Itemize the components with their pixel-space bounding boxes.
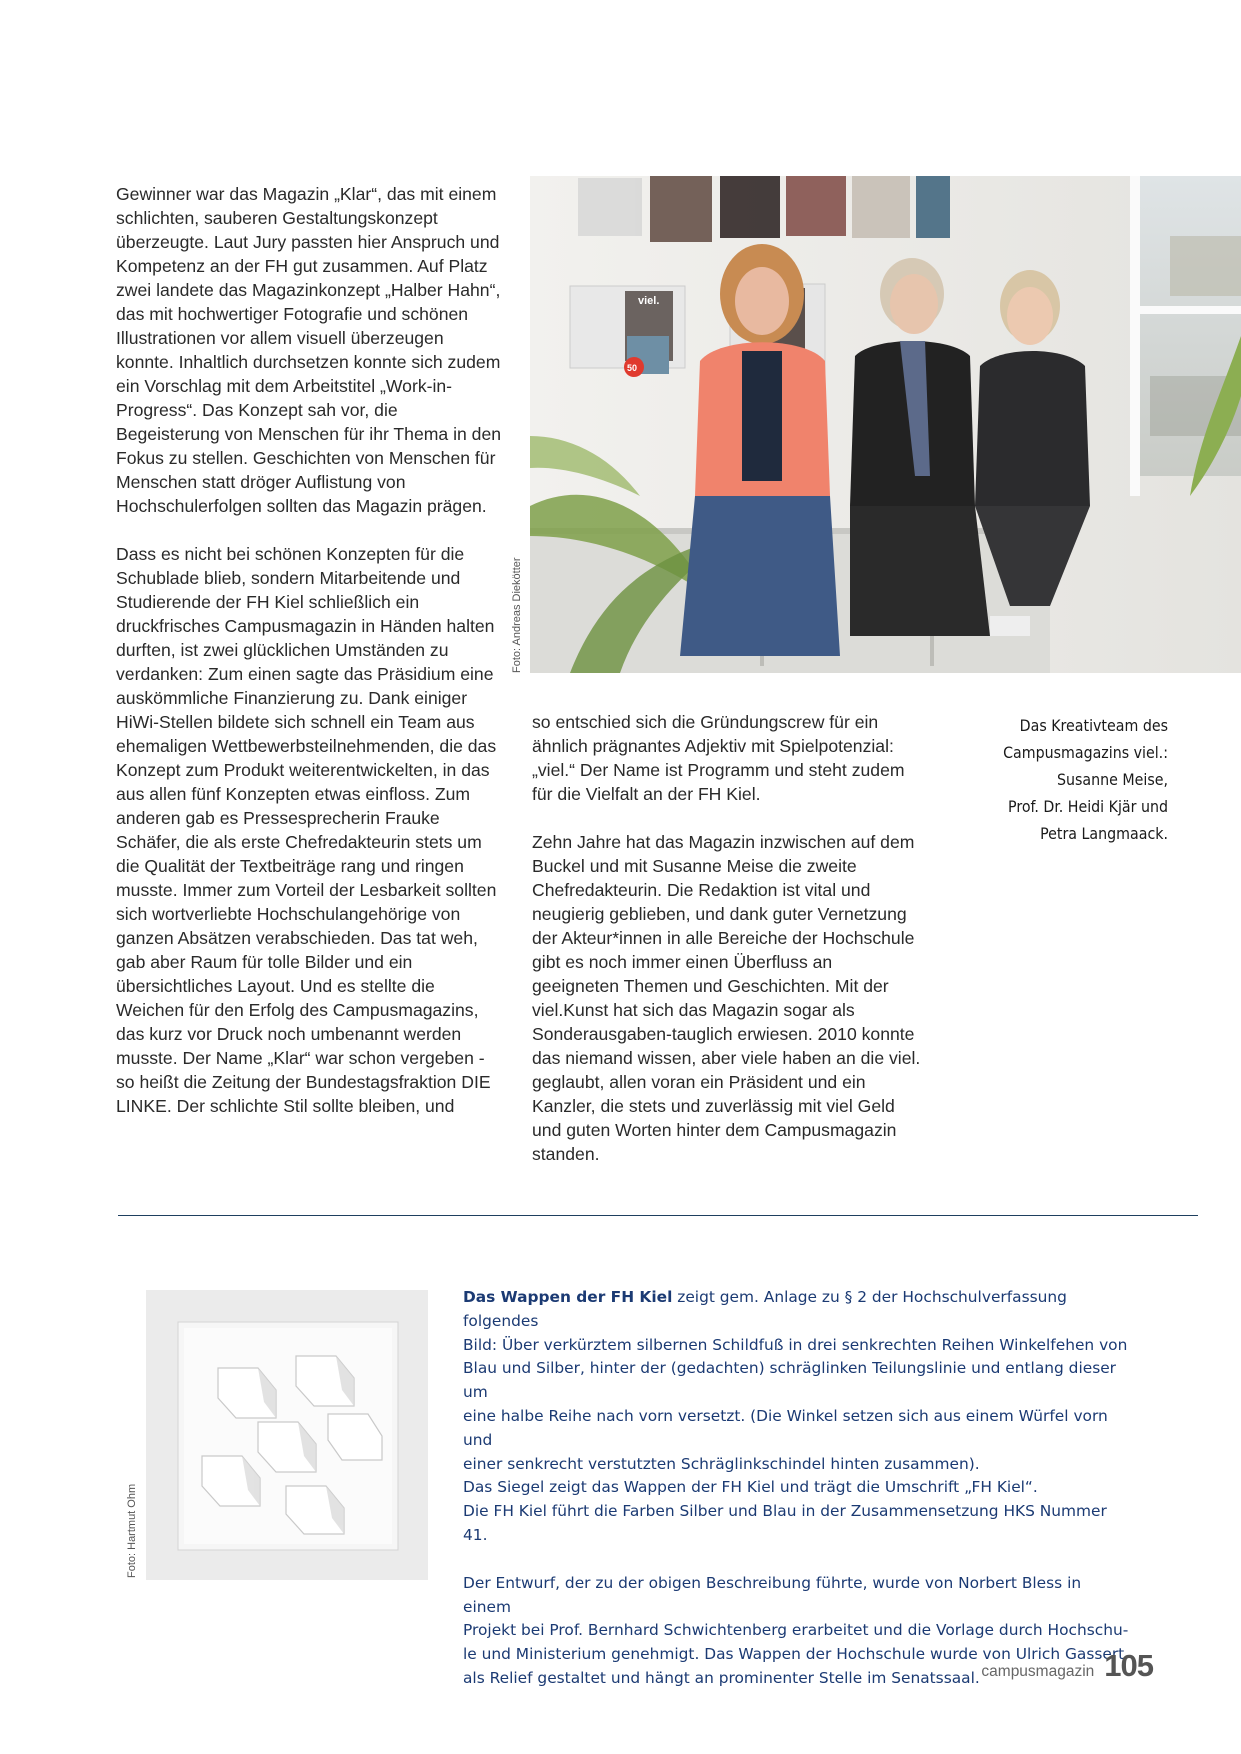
description-line: Bild: Über verkürztem silbernen Schildfuß in drei senkrechten Reihen Winkelfehen von	[463, 1335, 1128, 1354]
caption-line: Prof. Dr. Heidi Kjär und	[1008, 797, 1168, 816]
wall-badge-label: 50	[627, 363, 638, 373]
description-line-text: zeigt gem. Anlage zu § 2 der Hochschulverfassung folgendes	[463, 1288, 1067, 1330]
section-divider	[118, 1215, 1198, 1216]
description-line	[463, 1286, 1133, 1334]
photo-credit: Foto: Andreas Diekötter	[511, 557, 523, 673]
coat-of-arms-relief-photo	[146, 1290, 428, 1580]
description-line: le und Ministerium genehmigt. Das Wappen der Hochschule wurde von Ulrich Gassert	[463, 1645, 1125, 1664]
description-line: Das Siegel zeigt das Wappen der FH Kiel und trägt die Umschrift „FH Kiel“.	[463, 1478, 1038, 1497]
page-number: 105	[1104, 1648, 1153, 1683]
caption-line: Campusmagazins viel.:	[1003, 743, 1168, 762]
caption-line: Susanne Meise,	[1056, 770, 1168, 789]
article-paragraph: Gewinner war das Magazin „Klar“, das mit einem schlichten, sauberen Gestaltungskonzept überzeugte. Laut Jury passten hier Anspruch und Kompetenz an der FH gut zusammen. Auf Platz zwei landete das Magazinkonzept „Halber Hahn“, das mit hochwertiger Fotografie und schönen Illustrationen vor allem visuell überzeugen konnte. Inhaltlich durchsetzen konnte sich zudem ein Vorschlag mit dem Arbeitstitel „Work-in-Progress“. Das Konzept sah vor, die Begeisterung von Menschen für ihr Thema in den Fokus zu stellen. Geschichten von Menschen für Menschen statt dröger Auflistung von Hochschulerfolgen sollten das Magazin prägen.	[116, 184, 502, 516]
team-photo	[530, 176, 1241, 673]
page-footer	[981, 1648, 1153, 1684]
photo-caption	[960, 712, 1168, 847]
article-column-left	[116, 182, 506, 1142]
wall-poster-label: viel.	[638, 295, 660, 307]
relief-photo-credit: Foto: Hartmut Ohm	[126, 1483, 138, 1578]
caption-line: Das Kreativteam des	[1019, 716, 1168, 735]
description-line: Projekt bei Prof. Bernhard Schwichtenberg erarbeitet und die Vorlage durch Hochschu-	[463, 1621, 1129, 1640]
description-line: Der Entwurf, der zu der obigen Beschreibung führte, wurde von Norbert Bless in einem	[463, 1573, 1082, 1616]
description-line: eine halbe Reihe nach vorn versetzt. (Die Winkel setzen sich aus einem Würfel vorn und	[463, 1406, 1108, 1449]
relief-illustration	[146, 1290, 428, 1580]
caption-line: Petra Langmaack.	[1040, 824, 1168, 843]
article-paragraph: so entschied sich die Gründungscrew für ein ähnlich prägnantes Adjektiv mit Spielpotenzial: „viel.“ Der Name ist Programm und steht zudem für die Vielfalt an der FH Kiel.	[532, 712, 905, 804]
description-paragraph	[463, 1286, 1133, 1548]
article-paragraph: Dass es nicht bei schönen Konzepten für die Schublade blieb, sondern Mitarbeitende und Studierende der FH Kiel schließlich ein druckfrisches Campusmagazin in Händen halten durften, ist zwei glücklichen Umständen zu verdanken: Zum einen sagte das Präsidium eine auskömmliche Finanzierung zu. Dank einiger HiWi-Stellen bildete sich schnell ein Team aus ehemaligen Wettbewerbsteilnehmenden, die das Konzept zum Produkt weiterentwickelten, in das aus allen fünf Konzepten etwas einfloss. Zum anderen gab es Pressesprecherin Frauke Schäfer, die als erste Chefredakteurin stets um die Qualität der Textbeiträge rang und ringen musste. Immer zum Vorteil der Lesbarkeit sollten sich wortverliebte Hochschulangehörige von ganzen Absätzen verabschieden. Das tat weh, gab aber Raum für tolle Bilder und ein übersichtliches Layout. Und es stellte die Weichen für den Erfolg des Campusmagazins, das kurz vor Druck noch umbenannt werden musste. Der Name „Klar“ war schon vergeben - so heißt die Zeitung der Bundestagsfraktion DIE LINKE. Der schlichte Stil sollte bleiben, und	[116, 544, 497, 1116]
footer-magazine-name: campusmagazin	[981, 1663, 1095, 1680]
description-line: als Relief gestaltet und hängt an prominenter Stelle im Senatssaal.	[463, 1668, 980, 1687]
description-line: einer senkrecht verstutzten Schräglinkschindel hinten zusammen).	[463, 1454, 980, 1473]
article-column-middle	[532, 710, 922, 1190]
article-paragraph: Zehn Jahre hat das Magazin inzwischen auf dem Buckel und mit Susanne Meise die zweite Chefredakteurin. Die Redaktion ist vital und neugierig geblieben, und dank guter Vernetzung der Akteur*innen in alle Bereiche der Hochschule gibt es noch immer einen Überfluss an geeigneten Themen und Geschichten. Mit der viel.Kunst hat sich das Magazin sogar als Sonderausgaben-tauglich erwiesen. 2010 konnte das niemand wissen, aber viele haben an die viel. geglaubt, allen voran ein Präsident und ein Kanzler, die stets und zuverlässig mit viel Geld und guten Worten hinter dem Campusmagazin standen.	[532, 832, 921, 1164]
description-line: Die FH Kiel führt die Farben Silber und Blau in der Zusammensetzung HKS Nummer 41.	[463, 1502, 1107, 1544]
description-line: Blau und Silber, hinter der (gedachten) schräglinken Teilungslinie und entlang dieser um	[463, 1359, 1117, 1402]
description-title: Das Wappen der FH Kiel	[463, 1288, 673, 1306]
team-photo-illustration	[530, 176, 1241, 673]
